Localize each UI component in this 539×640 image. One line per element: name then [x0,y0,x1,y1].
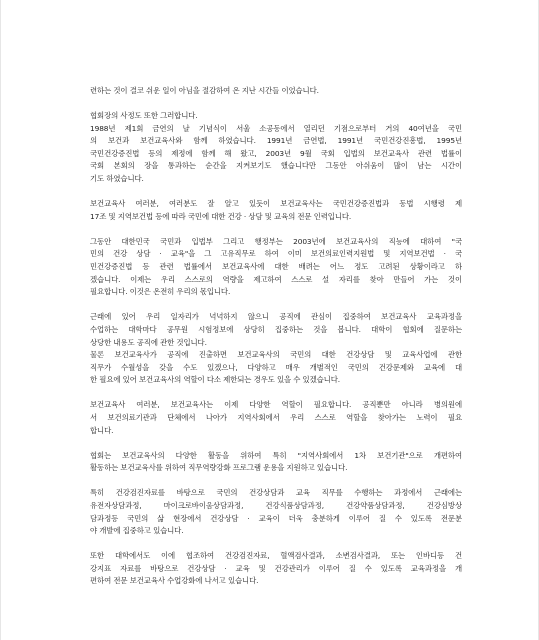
text-line: 수업하는 대학마다 공무원 시험정보에 상당히 집중하는 것을 봅니다. 대학이 협회에 질문하는 [90,324,462,334]
paragraph-1 [90,85,462,98]
text-line: 국회 본회의 장을 통과하는 순간을 지켜보기도 했습니다만 그동안 아쉬움이 많이 남는 시간이 [90,161,462,171]
text-line: 국민건강증진법 등의 제정에 함께 해 왔고, 2003년 9월 국회 입법의 보건교육사 관련 법률이 [90,148,462,158]
text-line: 강지표 자료를 바탕으로 건강상담 · 교육 및 건강관리가 이루어 질 수 있도록 교육과정을 개 [90,563,462,573]
text-line: 보건교육사 여러분, 여러분도 잘 알고 있듯이 보건교육사는 국민건강증진법과 동법 시행령 제 [90,199,462,209]
text-line: 기도 하였습니다. [90,174,144,184]
document-body [90,85,462,601]
text-line: 담과정등 국민의 삶 현장에서 건강상담 · 교육이 더욱 충분하게 이루어 질 수 있도록 전문분 [90,513,462,523]
text-line: 의 보건과 보건교육사와 함께 하였습니다. 1991년 금연법, 1991년 국민건강진흥법, 1995년 [90,136,462,146]
text-line: 특히 건강검진자료를 바탕으로 국민의 건강상담과 교육 직무를 수행하는 과정에서 근래에는 [90,488,462,498]
text-line: 한 필요에 있어 보건교육사의 역할이 다소 제한되는 경우도 있을 수 있겠습니다. [90,375,341,385]
text-line: 련하는 것이 결코 쉬운 일이 아님을 절감하여 온 지난 시간들 이었습니다. [90,86,319,95]
text-line: 1988년 제1회 금연의 날 기념식이 서울 소공동에서 열리던 기점으로부터 거의 40여년을 국민 [90,123,462,133]
text-line: 직무가 수월성을 갖을 수도 있겠으나, 다양하고 매우 개별적인 국민의 건강문제와 교육에 대 [90,362,462,372]
text-line: 협회장의 사정도 또한 그러합니다. [90,111,198,121]
text-line: 활동하는 보건교육사를 위하여 직무역량강화 프로그램 운용을 지원하고 있습니다. [90,463,348,473]
paragraph-6 [90,399,462,437]
text-line: 서 보건의료기관과 단체에서 나아가 지역사회에서 우리 스스로 역할을 찾아가는 노력이 필요 [90,412,462,422]
text-line: 협회는 보건교육사의 다양한 활동을 위하여 특히 "지역사회에서 1차 보건기관"으로 개편하여 [90,450,462,460]
paragraph-3 [90,198,462,223]
paragraph-2 [90,110,462,186]
text-line: 그동안 대한민국 국민과 입법부 그리고 행정부는 2003년에 보건교육사의 직능에 대하여 "국 [90,236,462,246]
text-line: 또한 대학에서도 이에 협조하여 건강검진자료, 혈액검사결과, 소변검사결과, 또는 인바디등 건 [90,551,462,561]
text-line: 겠습니다. 이제는 우리 스스로의 역량을 제고하여 스스로 설 자리를 찾아 만들어 가는 것이 [90,274,462,284]
text-line: 민건강증진법 등 관련 법률에서 보건교육사에 대한 배려는 어느 정도 고려된 상황이라고 하 [90,262,462,272]
text-line: 상당한 내용도 공직에 관한 것입니다. [90,337,207,347]
text-line: 보건교육사 여러분, 보건교육사는 이제 다양한 역할이 필요합니다. 공직뿐만 아니라 병의원에 [90,400,462,410]
paragraph-5 [90,311,462,387]
text-line: 물론 보건교육사가 공직에 진출하면 보건교육사의 국민의 대한 건강상담 및 교육사업에 관한 [90,350,462,360]
paragraph-4 [90,236,462,299]
text-line: 민의 건강 상담 · 교육"을 그 고유직무로 하여 이미 보건의료인력지원법 및 지역보건법 · 국 [90,249,462,259]
text-line: 편하여 전문 보건교육사 수업강화에 나서고 있습니다. [90,576,259,586]
text-line: 필요합니다. 이것은 온전히 우리의 몫입니다. [90,287,231,297]
paragraph-9 [90,550,462,588]
paragraph-8 [90,487,462,537]
text-line: 합니다. [90,425,114,435]
text-line: 유전자상담과정, 마이크로바이옴상담과정, 건강식품상담과정, 건강약품상담과정, 건강심방상 [90,500,462,510]
text-line: 17조 및 지역보건법 등에 따라 국민에 대한 건강 · 상담 및 교육의 전문 인력입니다. [90,211,352,221]
text-line: 야 개발에 집중하고 있습니다. [90,526,184,536]
text-line: 근래에 있어 우리 일자리가 넉넉하지 않으니 공직에 관심이 집중하여 보건교육사 교육과정을 [90,312,462,322]
paragraph-7 [90,450,462,475]
